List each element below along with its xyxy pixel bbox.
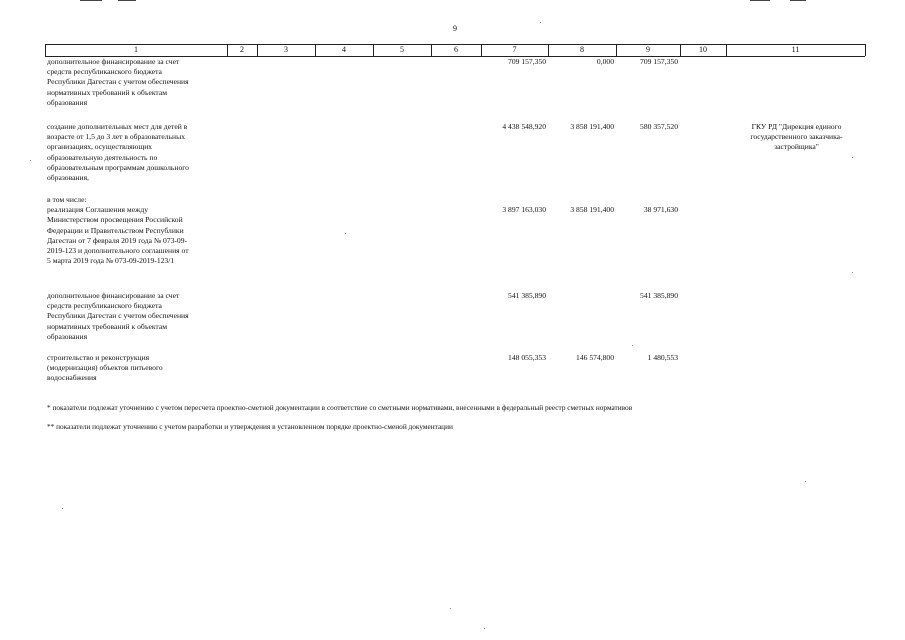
column-header: 8 bbox=[580, 45, 584, 54]
row-description: дополнительное финансирование за счет средств республиканского бюджета Республики Дагестан с учетом обеспечения нормативных требований к объектам образования bbox=[47, 291, 189, 341]
column-header: 6 bbox=[454, 45, 458, 54]
footnote-single-star: * показатели подлежат уточнению с учетом пересчета проектно-сметной документации в соответствие со сметными нормативами, внесенными в федеральный реестр сметных нормативов bbox=[47, 403, 633, 412]
cell-col7: 541 385,890 bbox=[508, 291, 546, 300]
cell-col8: 0,000 bbox=[596, 57, 614, 66]
row-description: в том числе: реализация Соглашения между Министерством просвещения Российской Федерации и Правительством Республики Дагестан от 7 февраля 2019 года № 073-09- 2019-123 и дополнительного соглашения от 5 марта 2019 года № 073-09-2019-123/1 bbox=[47, 195, 189, 266]
page-number: 9 bbox=[453, 24, 457, 33]
column-divider bbox=[865, 44, 866, 56]
cell-col8: 3 858 191,400 bbox=[570, 205, 614, 214]
scan-speck bbox=[852, 157, 853, 158]
scan-mark bbox=[80, 0, 102, 1]
cell-col9: 709 157,350 bbox=[640, 57, 678, 66]
row-description: дополнительное финансирование за счет средств республиканского бюджета Республики Дагестан с учетом обеспечения нормативных требований к объектам образования bbox=[47, 57, 189, 107]
row-description: строительство и реконструкция (модернизация) объектов питьевого водоснабжения bbox=[47, 353, 163, 383]
column-header: 3 bbox=[284, 45, 288, 54]
cell-col9: 1 480,553 bbox=[647, 353, 678, 362]
cell-col11: ГКУ РД "Дирекция единого государственного заказчика- застройщика" bbox=[750, 122, 843, 152]
column-header: 1 bbox=[134, 45, 138, 54]
cell-col8: 146 574,800 bbox=[576, 353, 614, 362]
column-header: 11 bbox=[791, 45, 800, 54]
scan-mark bbox=[790, 0, 806, 1]
column-header: 10 bbox=[699, 45, 707, 54]
footnote-double-star: ** показатели подлежат уточнению с учетом разработки и утверждения в установленном порядке проектно-сменой документации bbox=[47, 422, 453, 431]
cell-col7: 4 438 548,920 bbox=[502, 122, 546, 131]
scan-mark bbox=[750, 0, 770, 1]
row-description: создание дополнительных мест для детей в возрасте от 1,5 до 3 лет в образовательных организациях, осуществляющих образовательную деятельность по образовательным программам дошкольного образования, bbox=[47, 122, 189, 183]
scan-speck bbox=[632, 345, 633, 346]
scan-speck bbox=[62, 508, 63, 509]
column-header: 4 bbox=[342, 45, 346, 54]
cell-col7: 3 897 163,030 bbox=[502, 205, 546, 214]
cell-col9: 580 357,520 bbox=[640, 122, 678, 131]
column-header: 9 bbox=[646, 45, 650, 54]
cell-col7: 709 157,350 bbox=[508, 57, 546, 66]
column-header: 7 bbox=[512, 45, 517, 54]
column-header: 2 bbox=[240, 45, 244, 54]
cell-col9: 38 971,630 bbox=[643, 205, 678, 214]
scan-speck bbox=[540, 22, 541, 23]
scan-speck bbox=[852, 272, 853, 273]
scan-speck bbox=[345, 233, 346, 234]
column-header: 5 bbox=[400, 45, 404, 54]
cell-col9: 541 385,890 bbox=[640, 291, 678, 300]
scan-speck bbox=[450, 608, 451, 609]
cell-col7: 148 055,353 bbox=[508, 353, 546, 362]
scan-speck bbox=[30, 160, 31, 161]
scan-mark bbox=[118, 0, 136, 1]
cell-col8: 3 858 191,400 bbox=[570, 122, 614, 131]
scan-speck bbox=[805, 481, 806, 482]
scan-speck bbox=[484, 628, 485, 629]
